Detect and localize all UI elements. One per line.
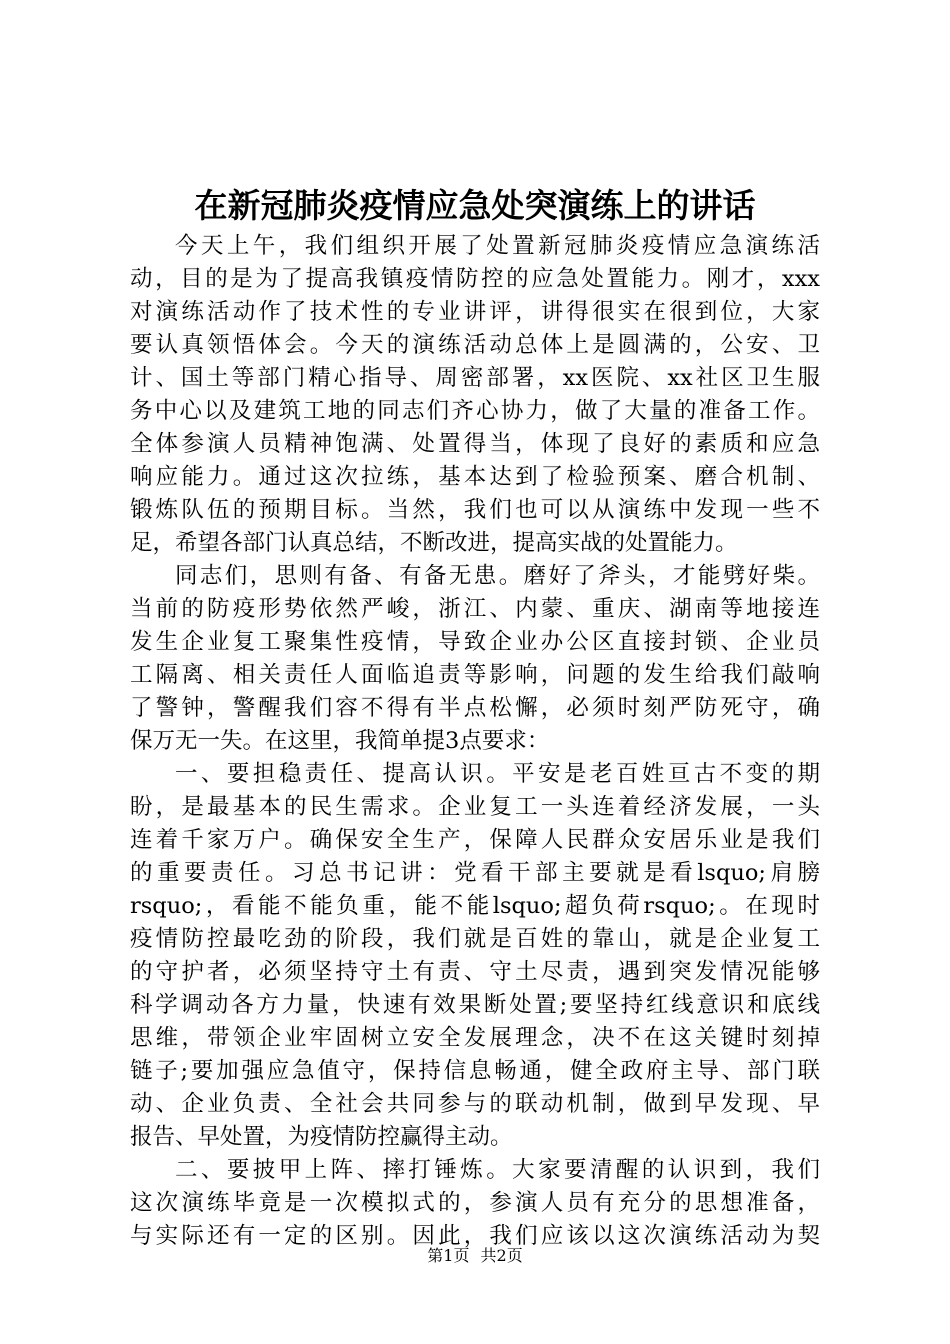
text-line: 工隔离、相关责任人面临追责等影响，问题的发生给我们敲响 — [130, 662, 820, 688]
document-body — [130, 230, 820, 1253]
text-line: 要认真领悟体会。今天的演练活动总体上是圆满的，公安、卫 — [130, 332, 820, 358]
text-line: 的重要责任。习总书记讲：党看干部主要就是看lsquo;肩膀 — [130, 860, 820, 886]
text-line: 今天上午，我们组织开展了处置新冠肺炎疫情应急演练活 — [175, 233, 820, 259]
text-line: 务中心以及建筑工地的同志们齐心协力，做了大量的准备工作。 — [130, 398, 820, 424]
text-line: 足，希望各部门认真总结，不断改进，提高实战的处置能力。 — [130, 530, 738, 556]
text-line: 动、企业负责、全社会共同参与的联动机制，做到早发现、早 — [130, 1091, 820, 1117]
text-line: 连着千家万户。确保安全生产，保障人民群众安居乐业是我们 — [130, 827, 820, 853]
document-title: 在新冠肺炎疫情应急处突演练上的讲话 — [194, 186, 756, 225]
text-line: 二、要披甲上阵、摔打锤炼。大家要清醒的认识到，我们 — [175, 1157, 820, 1183]
page-total: 共2页 — [480, 1246, 523, 1265]
page-number: 第1页 — [427, 1246, 470, 1265]
text-line: 疫情防控最吃劲的阶段，我们就是百姓的靠山，就是企业复工 — [130, 926, 820, 952]
text-line: 链子;要加强应急值守，保持信息畅通，健全政府主导、部门联 — [130, 1058, 820, 1084]
text-line: 报告、早处置，为疫情防控赢得主动。 — [130, 1124, 513, 1150]
text-line: 动，目的是为了提高我镇疫情防控的应急处置能力。刚才，xxx — [130, 266, 820, 292]
text-line: 科学调动各方力量，快速有效果断处置;要坚持红线意识和底线 — [130, 992, 820, 1018]
text-line: 响应能力。通过这次拉练，基本达到了检验预案、磨合机制、 — [130, 464, 820, 490]
text-line: 计、国土等部门精心指导、周密部署，xx医院、xx社区卫生服 — [130, 365, 820, 391]
text-line: 与实际还有一定的区别。因此，我们应该以这次演练活动为契 — [130, 1223, 820, 1249]
text-line: 全体参演人员精神饱满、处置得当，体现了良好的素质和应急 — [130, 431, 820, 457]
text-line: 的守护者，必须坚持守土有责、守土尽责，遇到突发情况能够 — [130, 959, 820, 985]
text-line: rsquo;，看能不能负重，能不能lsquo;超负荷rsquo;。在现时 — [130, 893, 820, 919]
page-footer — [0, 1244, 950, 1268]
text-line: 这次演练毕竟是一次模拟式的，参演人员有充分的思想准备， — [130, 1190, 820, 1216]
text-line: 锻炼队伍的预期目标。当然，我们也可以从演练中发现一些不 — [130, 497, 820, 523]
text-line: 一、要担稳责任、提高认识。平安是老百姓亘古不变的期 — [175, 761, 820, 787]
text-line: 当前的防疫形势依然严峻，浙江、内蒙、重庆、湖南等地接连 — [130, 596, 820, 622]
text-line: 发生企业复工聚集性疫情，导致企业办公区直接封锁、企业员 — [130, 629, 820, 655]
text-line: 对演练活动作了技术性的专业讲评，讲得很实在很到位，大家 — [130, 299, 820, 325]
text-line: 盼，是最基本的民生需求。企业复工一头连着经济发展，一头 — [130, 794, 820, 820]
text-line: 了警钟，警醒我们容不得有半点松懈，必须时刻严防死守，确 — [130, 695, 820, 721]
text-line: 思维，带领企业牢固树立安全发展理念，决不在这关键时刻掉 — [130, 1025, 820, 1051]
text-line: 同志们，思则有备、有备无患。磨好了斧头，才能劈好柴。 — [175, 563, 820, 589]
text-line: 保万无一失。在这里，我简单提3点要求： — [130, 728, 550, 754]
